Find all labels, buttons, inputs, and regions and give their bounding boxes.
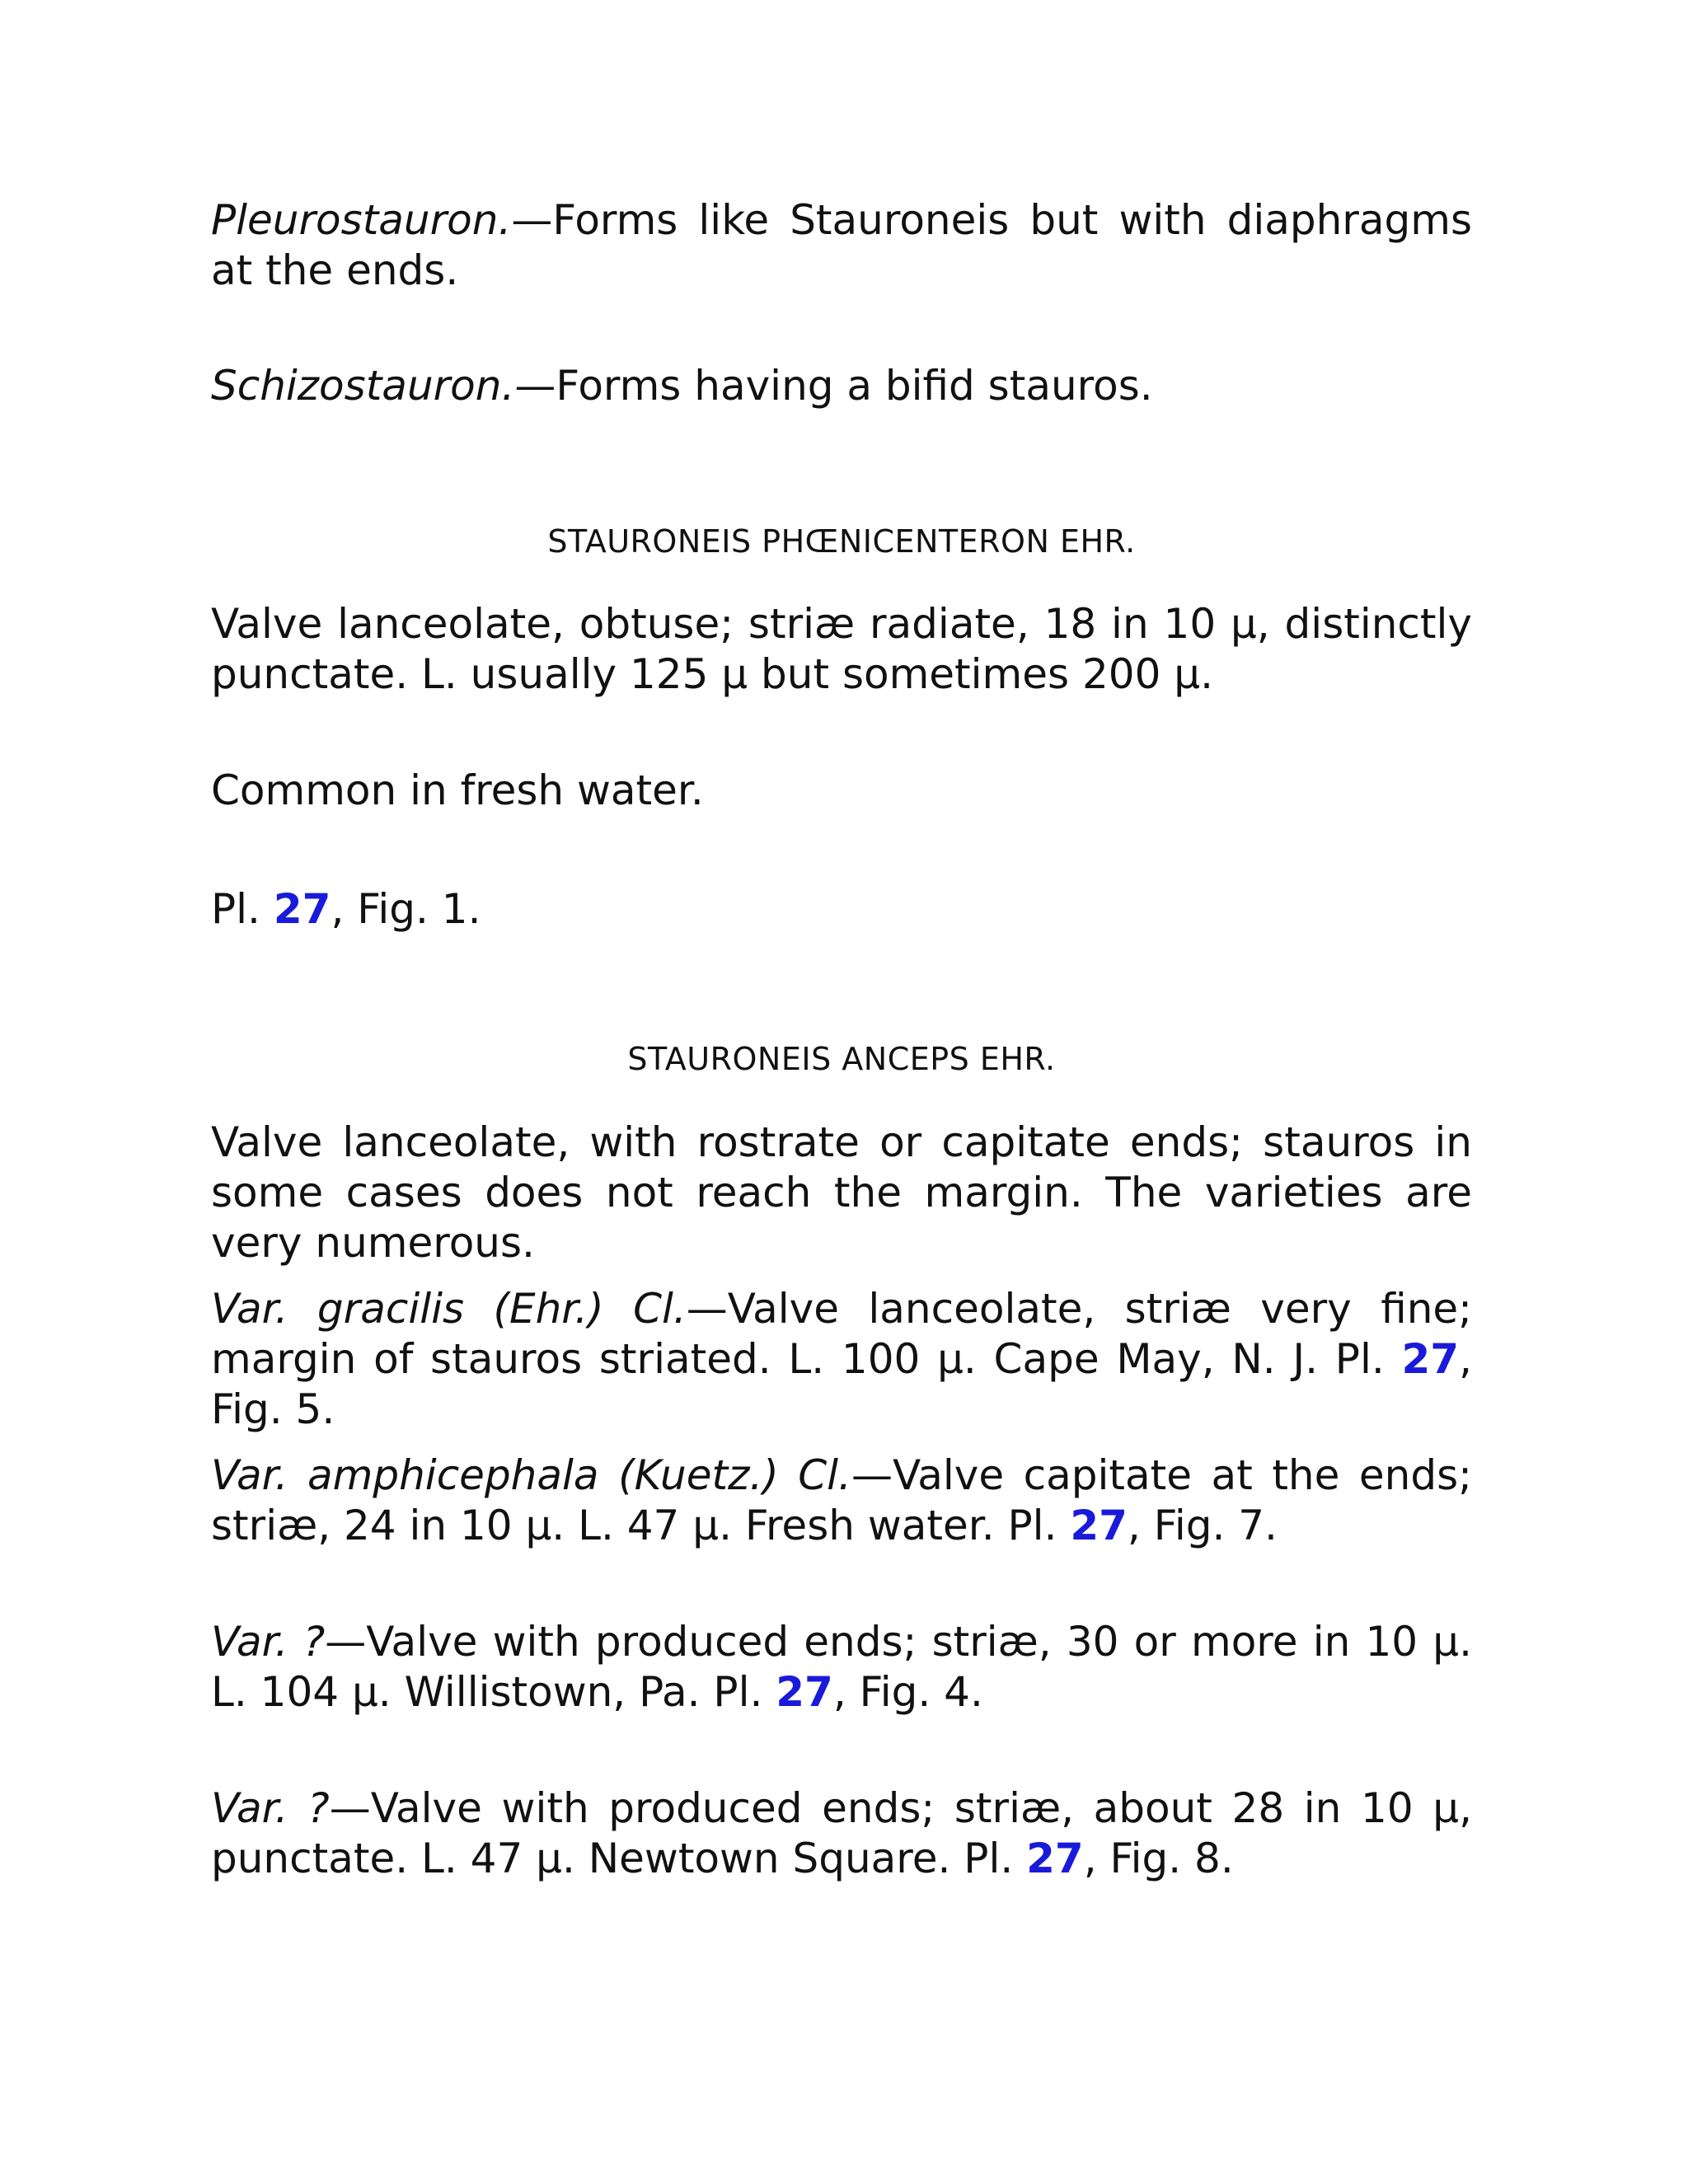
variety-description: —Valve with produced ends; striæ, 30 or more in 10 μ. L. 104 μ. Willistown, Pa. Pl. <box>211 1618 1472 1716</box>
plate-link[interactable]: 27 <box>776 1668 833 1716</box>
section-heading-anceps: STAURONEIS ANCEPS EHR. <box>627 1041 1056 1077</box>
variety-figure: , Fig. 5. <box>211 1335 1472 1433</box>
variety-name: Var. amphicephala (Kuetz.) Cl. <box>211 1451 851 1499</box>
phoenicenteron-habitat: Common in fresh water. <box>211 766 704 814</box>
phoenicenteron-description: Valve lanceolate, obtuse; striæ radiate, 18 in 10 μ, distinctly punctate. L. usually 125 μ but sometimes 200 μ. <box>211 600 1472 698</box>
variety-name: Var. ? <box>211 1784 330 1832</box>
schizostauron-paragraph <box>211 361 1472 411</box>
plate-ref-suffix: , Fig. 1. <box>331 885 481 933</box>
plate-link[interactable]: 27 <box>1401 1335 1460 1383</box>
variety-paragraph <box>211 1783 1472 1884</box>
schizostauron-term: Schizostauron. <box>211 362 515 410</box>
pleurostauron-term: Pleurostauron. <box>211 196 512 244</box>
variety-paragraph <box>211 1451 1472 1551</box>
section-heading-phoenicenteron: STAURONEIS PHŒNICENTERON EHR. <box>547 523 1136 560</box>
plate-link[interactable]: 27 <box>1070 1502 1128 1549</box>
pleurostauron-paragraph <box>211 195 1472 296</box>
variety-figure: , Fig. 7. <box>1127 1502 1278 1549</box>
plate-ref-prefix: Pl. <box>211 885 274 933</box>
variety-paragraph <box>211 1284 1472 1435</box>
variety-description: —Valve capitate at the ends; striæ, 24 in 10 μ. L. 47 μ. Fresh water. Pl. <box>211 1451 1472 1549</box>
variety-description: —Valve lanceolate, striæ very fine; margin of stauros striated. L. 100 μ. Cape May, N. J. Pl. <box>211 1285 1472 1383</box>
plate-link[interactable]: 27 <box>1026 1835 1084 1882</box>
variety-paragraph <box>211 1617 1472 1718</box>
plate-link[interactable]: 27 <box>273 885 331 933</box>
schizostauron-definition: —Forms having a bifid stauros. <box>514 362 1153 410</box>
anceps-description: Valve lanceolate, with rostrate or capitate ends; stauros in some cases does not reach the margin. The varieties are very numerous. <box>211 1118 1472 1267</box>
pleurostauron-definition: —Forms like Stauroneis but with diaphragms at the ends. <box>211 196 1472 294</box>
variety-name: Var. ? <box>211 1618 326 1666</box>
variety-figure: , Fig. 4. <box>832 1668 983 1716</box>
variety-name: Var. gracilis (Ehr.) Cl. <box>211 1285 687 1333</box>
variety-description: —Valve with produced ends; striæ, about 28 in 10 μ, punctate. L. 47 μ. Newtown Square. Pl. <box>211 1784 1472 1882</box>
phoenicenteron-plate-reference <box>211 884 1472 935</box>
variety-figure: , Fig. 8. <box>1083 1835 1234 1882</box>
